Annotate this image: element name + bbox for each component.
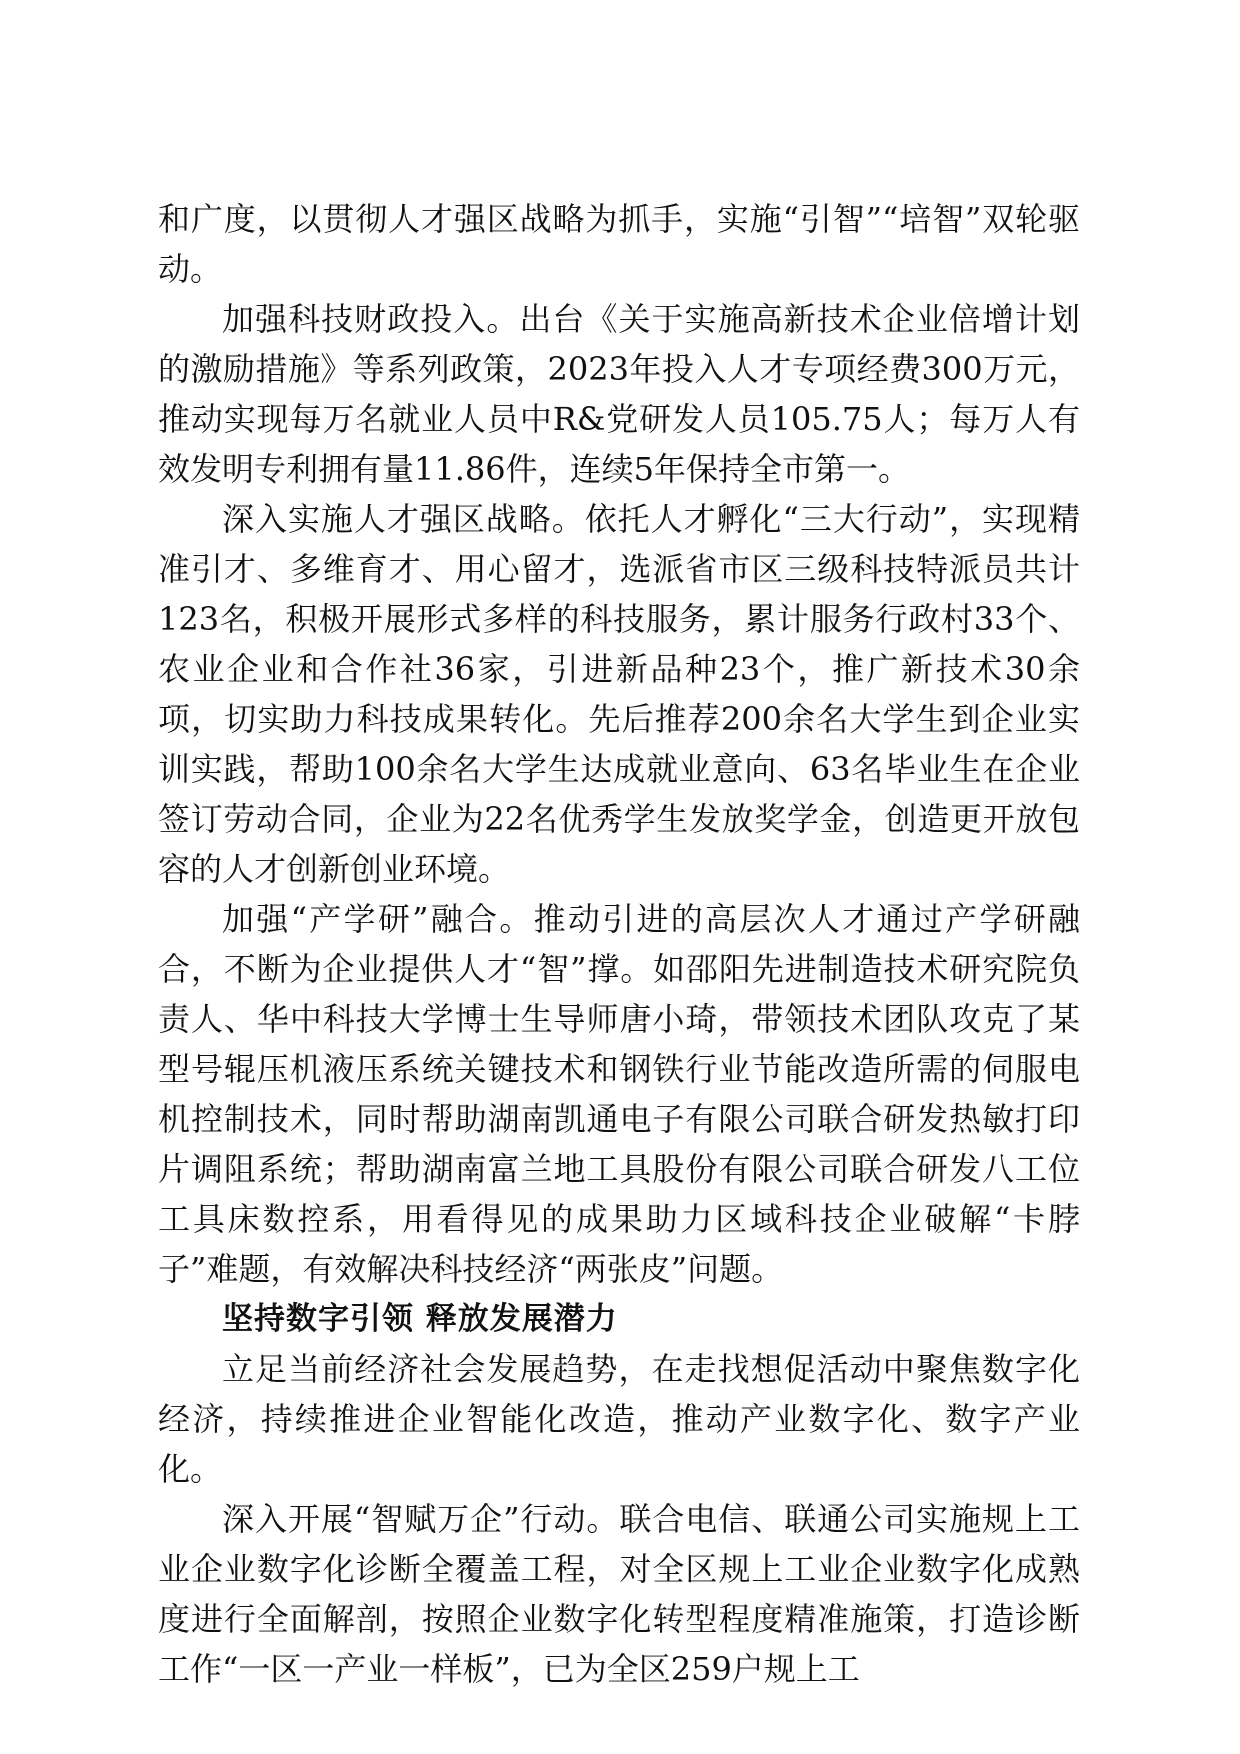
paragraph-digital-economy: 立足当前经济社会发展趋势，在走找想促活动中聚焦数字化经济，持续推进企业智能化改造，推动产业数字化、数字产业化。 (158, 1350, 1080, 1488)
paragraph-talent-strategy: 深入实施人才强区战略。依托人才孵化“三大行动”，实现精准引才、多维育才、用心留才，选派省市区三级科技特派员共计123名，积极开展形式多样的科技服务，累计服务行政村33个、农业企业和合作社36家，引进新品种23个，推广新技术30余项，切实助力科技成果转化。先后推荐200余名大学生到企业实训实践，帮助100余名大学生达成就业意向、63名毕业生在企业签订劳动合同，企业为22名优秀学生发放奖学金，创造更开放包容的人才创新创业环境。 (158, 500, 1080, 888)
section-heading: 坚持数字引领 释放发展潜力 (222, 1301, 618, 1337)
paragraph-smart-enterprise: 深入开展“智赋万企”行动。联合电信、联通公司实施规上工业企业数字化诊断全覆盖工程，对全区规上工业企业数字化成熟度进行全面解剖，按照企业数字化转型程度精准施策，打造诊断工作“一区一产业一样板”，已为全区259户规上工 (158, 1500, 1080, 1688)
paragraph-industry-university-research: 加强“产学研”融合。推动引进的高层次人才通过产学研融合，不断为企业提供人才“智”撑。如邵阳先进制造技术研究院负责人、华中科技大学博士生导师唐小琦，带领技术团队攻克了某型号辊压机液压系统关键技术和钢铁行业节能改造所需的伺服电机控制技术，同时帮助湖南凯通电子有限公司联合研发热敏打印片调阻系统；帮助湖南富兰地工具股份有限公司联合研发八工位工具床数控系，用看得见的成果助力区域科技企业破解“卡脖子”难题，有效解决科技经济“两张皮”问题。 (158, 900, 1080, 1288)
paragraph-tech-finance: 加强科技财政投入。出台《关于实施高新技术企业倍增计划的激励措施》等系列政策，2023年投入人才专项经费300万元，推动实现每万名就业人员中R&党研发人员105.75人；每万人有效发明专利拥有量11.86件，连续5年保持全市第一。 (158, 300, 1080, 488)
document-body (158, 194, 1080, 1694)
paragraph-continuation: 和广度，以贯彻人才强区战略为抓手，实施“引智”“培智”双轮驱动。 (158, 200, 1080, 288)
